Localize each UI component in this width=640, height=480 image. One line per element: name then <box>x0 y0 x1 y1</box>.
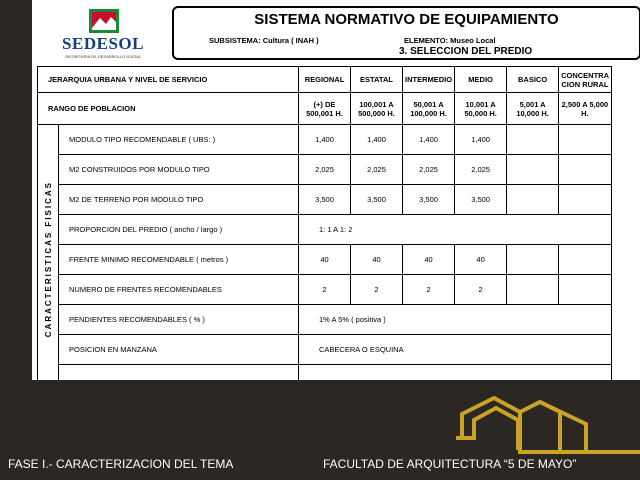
table-cell: 2 <box>455 275 507 305</box>
table-cell: 2 <box>351 275 403 305</box>
table-cell: 1,400 <box>403 125 455 155</box>
logo-subtext: SECRETARIA DE DESARROLLO SOCIAL <box>65 54 141 59</box>
population-label: RANGO DE POBLACION <box>38 93 299 125</box>
house-outline-icon <box>456 394 640 454</box>
side-label-cell <box>38 125 59 381</box>
table-cell: 40 <box>403 245 455 275</box>
table-cell: 3,500 <box>351 185 403 215</box>
sedesol-logo <box>58 8 148 58</box>
footer-faculty-label: FACULTAD DE ARQUITECTURA “5 DE MAYO” <box>323 457 577 471</box>
row-label: PROPORCION DEL PREDIO ( ancho / largo ) <box>59 215 299 245</box>
table-cell <box>299 365 612 381</box>
header-row <box>38 67 612 93</box>
table-cell: 3,500 <box>299 185 351 215</box>
criteria-table <box>37 66 612 380</box>
table-cell: 3,500 <box>455 185 507 215</box>
column-header: INTERMEDIO <box>403 67 455 93</box>
table-cell: 40 <box>455 245 507 275</box>
side-label: CARACTERISTICAS FISICAS <box>43 181 53 338</box>
table-cell: 2,025 <box>351 155 403 185</box>
column-header: REGIONAL <box>299 67 351 93</box>
population-cell: (+) DE 500,001 H. <box>299 93 351 125</box>
table-row <box>38 215 612 245</box>
population-row <box>38 93 612 125</box>
table-cell: 1% A 5% ( positiva ) <box>299 305 612 335</box>
table-cell: 2 <box>403 275 455 305</box>
logo-mark-icon <box>88 8 120 34</box>
table-cell <box>507 125 559 155</box>
table-row <box>38 245 612 275</box>
table-row <box>38 275 612 305</box>
table-row <box>38 125 612 155</box>
footer-phase-label: FASE I.- CARACTERIZACION DEL TEMA <box>8 457 234 471</box>
population-cell: 5,001 A 10,000 H. <box>507 93 559 125</box>
column-header: BASICO <box>507 67 559 93</box>
column-header: CONCENTRA CION RURAL <box>559 67 612 93</box>
table-cell <box>559 245 612 275</box>
population-cell: 50,001 A 100,000 H. <box>403 93 455 125</box>
column-header: MEDIO <box>455 67 507 93</box>
row-label <box>59 365 299 381</box>
population-cell: 10,001 A 50,000 H. <box>455 93 507 125</box>
table-cell: 1: 1 A 1: 2 <box>299 215 612 245</box>
table-row <box>38 365 612 381</box>
table-cell <box>507 155 559 185</box>
table-row <box>38 155 612 185</box>
table-cell <box>559 275 612 305</box>
table-cell: 2 <box>299 275 351 305</box>
row-label: NUMERO DE FRENTES RECOMENDABLES <box>59 275 299 305</box>
table-row <box>38 305 612 335</box>
table-cell: 2,025 <box>403 155 455 185</box>
table-cell: 40 <box>351 245 403 275</box>
row-label: MODULO TIPO RECOMENDABLE ( UBS: ) <box>59 125 299 155</box>
table-row <box>38 335 612 365</box>
population-cell: 2,500 A 5,000 H. <box>559 93 612 125</box>
section-title: 3. SELECCION DEL PREDIO <box>399 46 533 57</box>
table-cell: 2,025 <box>455 155 507 185</box>
table-cell: 1,400 <box>351 125 403 155</box>
table-cell: 2,025 <box>299 155 351 185</box>
table-cell: 1,400 <box>455 125 507 155</box>
table-cell <box>559 185 612 215</box>
row-label: POSICION EN MANZANA <box>59 335 299 365</box>
table-cell <box>559 155 612 185</box>
table-cell <box>507 245 559 275</box>
hierarchy-header: JERARQUIA URBANA Y NIVEL DE SERVICIO <box>38 67 299 93</box>
table-cell: 1,400 <box>299 125 351 155</box>
column-header: ESTATAL <box>351 67 403 93</box>
logo-text: SEDESOL <box>62 34 144 53</box>
row-label: M2 CONSTRUIDOS POR MODULO TIPO <box>59 155 299 185</box>
table-row <box>38 185 612 215</box>
table-cell: CABECERA O ESQUINA <box>299 335 612 365</box>
table-cell <box>507 275 559 305</box>
document-page <box>32 0 640 380</box>
page-title: SISTEMA NORMATIVO DE EQUIPAMIENTO <box>254 11 559 28</box>
row-label: M2 DE TERRENO POR MODULO TIPO <box>59 185 299 215</box>
row-label: PENDIENTES RECOMENDABLES ( % ) <box>59 305 299 335</box>
title-box <box>172 6 640 60</box>
elemento-label: ELEMENTO: Museo Local <box>404 36 496 45</box>
table-cell <box>507 185 559 215</box>
table-cell: 3,500 <box>403 185 455 215</box>
population-cell: 100,001 A 500,000 H. <box>351 93 403 125</box>
subsistema-label: SUBSISTEMA: Cultura ( INAH ) <box>209 36 319 45</box>
table-cell <box>559 125 612 155</box>
row-label: FRENTE MINIMO RECOMENDABLE ( metros ) <box>59 245 299 275</box>
table-cell: 40 <box>299 245 351 275</box>
